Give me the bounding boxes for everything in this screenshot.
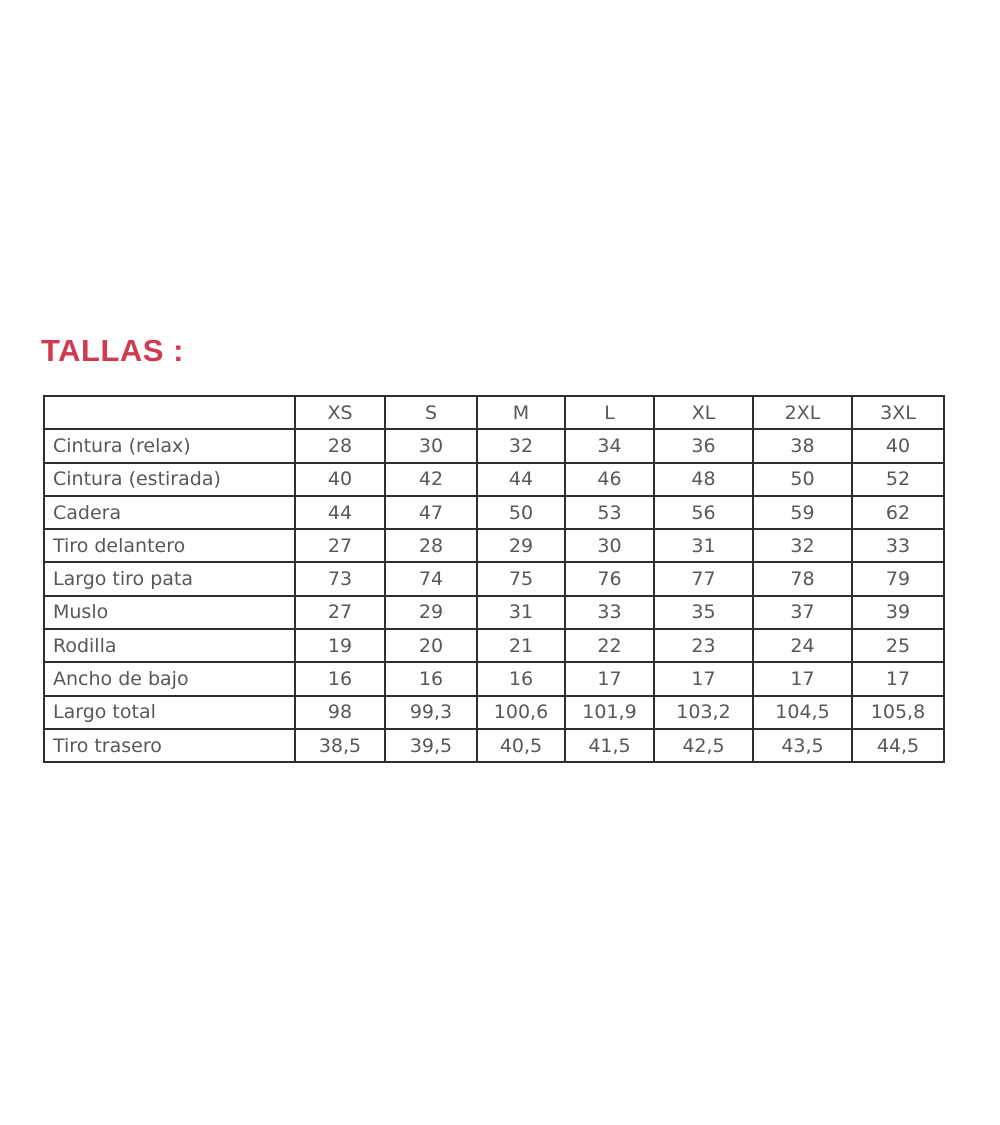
measure-value-cell: 40 xyxy=(295,463,385,496)
table-row xyxy=(44,696,944,729)
measure-value-cell: 28 xyxy=(385,529,477,562)
measure-value-cell: 36 xyxy=(654,429,753,462)
table-row xyxy=(44,529,944,562)
measure-value-cell: 78 xyxy=(753,562,852,595)
measure-value-cell: 38 xyxy=(753,429,852,462)
measure-value-cell: 32 xyxy=(477,429,565,462)
measure-value-cell: 43,5 xyxy=(753,729,852,762)
measure-value-cell: 46 xyxy=(565,463,654,496)
measure-label-cell: Tiro delantero xyxy=(44,529,295,562)
size-table xyxy=(43,395,945,763)
measure-value-cell: 20 xyxy=(385,629,477,662)
measure-label-cell: Muslo xyxy=(44,596,295,629)
measure-value-cell: 17 xyxy=(852,662,944,695)
measure-value-cell: 77 xyxy=(654,562,753,595)
measure-value-cell: 27 xyxy=(295,596,385,629)
measure-value-cell: 76 xyxy=(565,562,654,595)
measure-value-cell: 103,2 xyxy=(654,696,753,729)
measure-value-cell: 50 xyxy=(753,463,852,496)
size-header-cell: 2XL xyxy=(753,396,852,429)
measure-value-cell: 25 xyxy=(852,629,944,662)
page-title: TALLAS : xyxy=(41,333,184,368)
measure-value-cell: 17 xyxy=(753,662,852,695)
measure-value-cell: 40 xyxy=(852,429,944,462)
measure-value-cell: 73 xyxy=(295,562,385,595)
table-row xyxy=(44,429,944,462)
measure-value-cell: 24 xyxy=(753,629,852,662)
measure-value-cell: 50 xyxy=(477,496,565,529)
measure-value-cell: 17 xyxy=(654,662,753,695)
measure-label-cell: Cintura (relax) xyxy=(44,429,295,462)
measure-value-cell: 17 xyxy=(565,662,654,695)
size-table-body xyxy=(44,396,944,762)
measure-value-cell: 21 xyxy=(477,629,565,662)
measure-value-cell: 29 xyxy=(477,529,565,562)
size-header-cell: S xyxy=(385,396,477,429)
measure-value-cell: 44 xyxy=(295,496,385,529)
measure-value-cell: 38,5 xyxy=(295,729,385,762)
measure-value-cell: 33 xyxy=(852,529,944,562)
table-row xyxy=(44,729,944,762)
size-header-cell: XS xyxy=(295,396,385,429)
measure-value-cell: 16 xyxy=(477,662,565,695)
measure-value-cell: 52 xyxy=(852,463,944,496)
size-header-cell: XL xyxy=(654,396,753,429)
measure-value-cell: 32 xyxy=(753,529,852,562)
measure-value-cell: 44 xyxy=(477,463,565,496)
table-header-row xyxy=(44,396,944,429)
measure-label-cell: Cintura (estirada) xyxy=(44,463,295,496)
measure-value-cell: 42,5 xyxy=(654,729,753,762)
measure-label-cell: Cadera xyxy=(44,496,295,529)
measure-value-cell: 34 xyxy=(565,429,654,462)
table-row xyxy=(44,662,944,695)
measure-value-cell: 101,9 xyxy=(565,696,654,729)
measure-value-cell: 33 xyxy=(565,596,654,629)
size-header-cell: L xyxy=(565,396,654,429)
measure-value-cell: 16 xyxy=(295,662,385,695)
measure-value-cell: 39 xyxy=(852,596,944,629)
measure-label-cell: Largo tiro pata xyxy=(44,562,295,595)
measure-value-cell: 99,3 xyxy=(385,696,477,729)
measure-value-cell: 30 xyxy=(565,529,654,562)
measure-value-cell: 31 xyxy=(477,596,565,629)
measure-value-cell: 105,8 xyxy=(852,696,944,729)
measure-value-cell: 48 xyxy=(654,463,753,496)
measure-value-cell: 74 xyxy=(385,562,477,595)
measure-label-cell: Tiro trasero xyxy=(44,729,295,762)
measure-value-cell: 98 xyxy=(295,696,385,729)
header-corner-cell xyxy=(44,396,295,429)
measure-value-cell: 59 xyxy=(753,496,852,529)
measure-label-cell: Largo total xyxy=(44,696,295,729)
measure-value-cell: 104,5 xyxy=(753,696,852,729)
measure-value-cell: 31 xyxy=(654,529,753,562)
measure-value-cell: 27 xyxy=(295,529,385,562)
measure-value-cell: 56 xyxy=(654,496,753,529)
measure-value-cell: 42 xyxy=(385,463,477,496)
measure-label-cell: Ancho de bajo xyxy=(44,662,295,695)
measure-value-cell: 39,5 xyxy=(385,729,477,762)
measure-value-cell: 53 xyxy=(565,496,654,529)
measure-value-cell: 100,6 xyxy=(477,696,565,729)
table-row xyxy=(44,496,944,529)
measure-value-cell: 29 xyxy=(385,596,477,629)
table-row xyxy=(44,629,944,662)
measure-value-cell: 44,5 xyxy=(852,729,944,762)
measure-label-cell: Rodilla xyxy=(44,629,295,662)
measure-value-cell: 35 xyxy=(654,596,753,629)
measure-value-cell: 47 xyxy=(385,496,477,529)
table-row xyxy=(44,463,944,496)
measure-value-cell: 19 xyxy=(295,629,385,662)
measure-value-cell: 41,5 xyxy=(565,729,654,762)
measure-value-cell: 28 xyxy=(295,429,385,462)
measure-value-cell: 37 xyxy=(753,596,852,629)
measure-value-cell: 75 xyxy=(477,562,565,595)
measure-value-cell: 23 xyxy=(654,629,753,662)
size-header-cell: 3XL xyxy=(852,396,944,429)
measure-value-cell: 22 xyxy=(565,629,654,662)
table-row xyxy=(44,562,944,595)
measure-value-cell: 40,5 xyxy=(477,729,565,762)
table-row xyxy=(44,596,944,629)
measure-value-cell: 62 xyxy=(852,496,944,529)
measure-value-cell: 16 xyxy=(385,662,477,695)
measure-value-cell: 30 xyxy=(385,429,477,462)
size-header-cell: M xyxy=(477,396,565,429)
measure-value-cell: 79 xyxy=(852,562,944,595)
